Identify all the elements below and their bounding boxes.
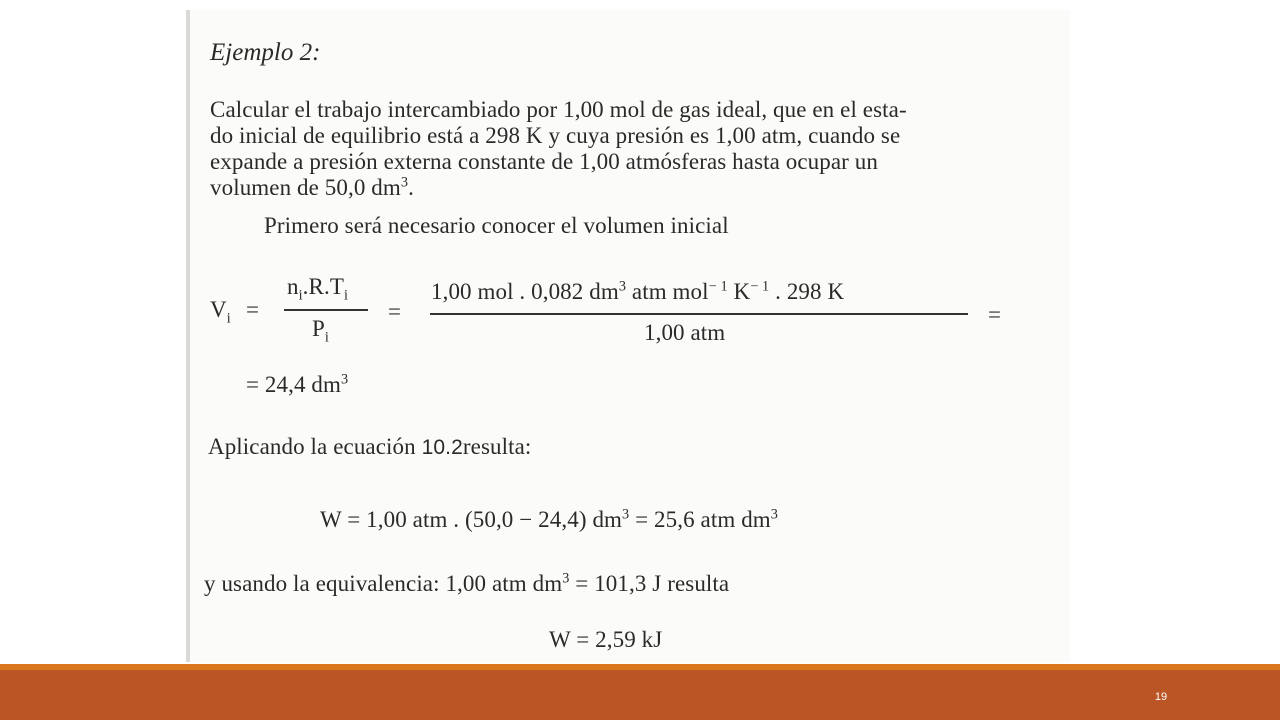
final-result: W = 2,59 kJ bbox=[549, 627, 663, 652]
page-number: 19 bbox=[1154, 691, 1168, 703]
vi-eq-1: = bbox=[246, 297, 260, 322]
vi-fraction-bar-1 bbox=[284, 309, 368, 311]
vi-fraction-bar-2 bbox=[430, 313, 968, 315]
intro-text: Primero será necesario conocer el volumen inicial bbox=[264, 213, 729, 238]
vi-numerator-1: $n_i.R.T_i$ bbox=[287, 274, 349, 304]
vi-eq-3: = bbox=[988, 302, 1002, 327]
vi-eq-2: = bbox=[388, 299, 402, 324]
statement-line-3: expande a presión externa constante de 1,00 atmósferas hasta ocupar un bbox=[210, 149, 878, 174]
work-equation: W = 1,00 atm . (50,0 − 24,4) $dm^3 = 25,6$ atm $dm^3$ bbox=[320, 506, 779, 532]
example-heading: Ejemplo 2: bbox=[210, 39, 321, 66]
equivalence-text: y usando la equivalencia: 1,00 atm $dm^3 = 101,3$ J resulta bbox=[204, 570, 730, 596]
statement-line-1: Calcular el trabajo intercambiado por 1,00 mol de gas ideal, que en el esta- bbox=[210, 97, 907, 122]
vi-denominator-2: 1,00 atm bbox=[644, 320, 726, 345]
statement-line-4: volumen de 50,0 $dm^3$. bbox=[210, 174, 414, 200]
apply-text: Aplicando la ecuación 10.2resulta: bbox=[208, 434, 532, 459]
statement-line-2: do inicial de equilibrio está a 298 K y cuya presión es 1,00 atm, cuando se bbox=[210, 123, 901, 148]
vi-numerator-2: 1,00 mol . 0,082 $dm^3$ atm mol$^{- 1}$ $K^{- 1}$ . 298 K bbox=[431, 278, 845, 304]
scanned-page bbox=[186, 10, 1070, 662]
vi-lhs: $V_i$ bbox=[210, 297, 231, 327]
vi-result: = 24,4 $dm^3$ bbox=[246, 371, 349, 397]
footer-bar bbox=[0, 670, 1280, 720]
vi-denominator-1: $P_i$ bbox=[312, 316, 329, 346]
